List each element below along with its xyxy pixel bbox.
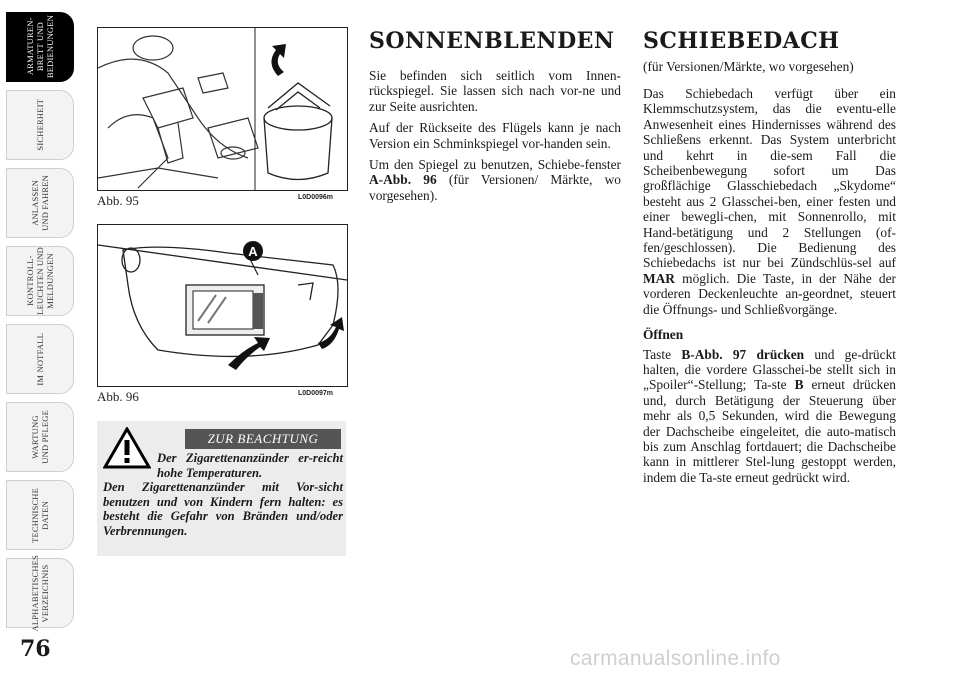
figure-96-caption: Abb. 96 [97, 389, 139, 404]
tab-label: TECHNISCHE DATEN [30, 487, 50, 543]
figure-96-sun-visor [97, 224, 348, 387]
schiebedach-subtitle: (für Versionen/Märkte, wo vorgesehen) [643, 59, 854, 74]
warning-box [97, 421, 346, 556]
warning-text [103, 451, 343, 539]
tab-kontrollleuchten[interactable] [6, 246, 74, 316]
figure-95-caption: Abb. 95 [97, 193, 139, 208]
text-run: Taste [643, 346, 682, 362]
callout-a-label: A [248, 244, 258, 259]
tab-label: ARMATUREN- BRETT UND BEDIENUNGEN [25, 15, 55, 79]
warning-line1: Der Zigarettenanzünder er-reicht hohe Temperaturen. [157, 451, 343, 480]
sonnenblenden-heading: SONNENBLENDEN [369, 28, 615, 54]
warning-title: ZUR BEACHTUNG [185, 429, 341, 449]
tab-armaturenbrett[interactable] [6, 12, 74, 82]
schiebedach-p1 [643, 86, 896, 317]
text-run: möglich. Die Taste, in der Nähe der vorderen Deckenleuchte an-geordnet, steuert die Öffnungs- und Schließvorgänge. [643, 270, 896, 317]
page-number: 76 [20, 636, 51, 662]
schiebedach-heading: SCHIEBEDACH [643, 28, 840, 54]
section-schiebedach [643, 28, 896, 491]
watermark: carmanualsonline.info [570, 647, 781, 670]
chapter-tabs [0, 12, 80, 637]
warning-rest: Den Zigarettenanzünder mit Vor-sicht benutzen und von Kindern fern halten: es besteht die Gefahr von Bränden und/oder Verbrennungen. [103, 480, 343, 538]
figure-reference: A-Abb. 96 [369, 172, 437, 188]
tab-verzeichnis[interactable] [6, 554, 74, 632]
tab-label: ALPHABETISCHES VERZEICHNIS [30, 554, 50, 632]
sonnenblenden-p3 [369, 157, 621, 203]
schiebedach-p2 [643, 347, 896, 486]
tab-label: SICHERHEIT [35, 99, 45, 151]
tab-anlassen[interactable] [6, 168, 74, 238]
sonnenblenden-p2: Auf der Rückseite des Flügels kann je nach Version ein Schminkspiegel vor-handen sein. [369, 120, 621, 151]
sun-visor-illustration [98, 225, 347, 386]
figure-96-code: L0D0097m [298, 390, 334, 397]
tab-label: KONTROLL- LEUCHTEN UND MELDUNGEN [25, 247, 55, 315]
tab-label: IM NOTFALL [35, 332, 45, 386]
tab-sicherheit[interactable] [6, 90, 74, 160]
figure-95-ashtray [97, 27, 348, 191]
figure-reference: B-Abb. 97 drücken [681, 346, 805, 362]
text-run: (für Versionen/ Märkte, wo vorgesehen). [369, 172, 622, 203]
figure-95-code: L0D0096m [298, 194, 334, 201]
button-reference: B [794, 377, 804, 393]
tab-label: ANLASSEN UND FAHREN [30, 175, 50, 231]
tab-label: WARTUNG UND PFLEGE [30, 410, 50, 464]
text-run: Das Schiebedach verfügt über ein Klemmschutzsystem, das die eventu-elle Anwesenheit eines Hindernisses während des Schließens erkennt. Das System unterbricht und kehrt in die-sem Fall die Scheibenbewegung sofort um Das großflächige Glasschiebedach „Skydome“ besteht aus 2 Glasschei-ben, einer festen und einer bewegli-chen, mit Sonnenrollo, mit Hand-betätigung und 2 Stellungen (of-fen/geschlossen). Die Bedienung des Schiebedachs ist nur bei Zündschlüs-sel auf [643, 86, 896, 271]
ashtray-illustration [98, 28, 347, 190]
text-run: und ge-drückt halten, die vordere Glasschei-be stellt sich in „Spoiler“-Stellung; Ta-ste [643, 346, 896, 393]
tab-technische-daten[interactable] [6, 480, 74, 550]
text-run: erneut drücken und, durch Betätigung der Steuerung über mehr als 0,5 Sekunden, wird die Bewegung der Dachscheibe eingeleitet, die auto-matisch bis zum Anschlag fortdauert; die Dachscheibe kann in mittlerer Stel-lung gestoppt werden, indem die Ta-ste erneut gedrückt wird. [643, 377, 896, 485]
key-position: MAR [643, 270, 675, 286]
tab-wartung[interactable] [6, 402, 74, 472]
tab-im-notfall[interactable] [6, 324, 74, 394]
oeffnen-heading: Öffnen [643, 327, 684, 343]
sonnenblenden-p1: Sie befinden sich seitlich vom Innen-rückspiegel. Sie lassen sich nach vor-ne und zur Seite ausrichten. [369, 68, 621, 114]
text-run: Um den Spiegel zu benutzen, Schiebe-fenster [369, 157, 621, 173]
section-sonnenblenden [369, 28, 621, 209]
